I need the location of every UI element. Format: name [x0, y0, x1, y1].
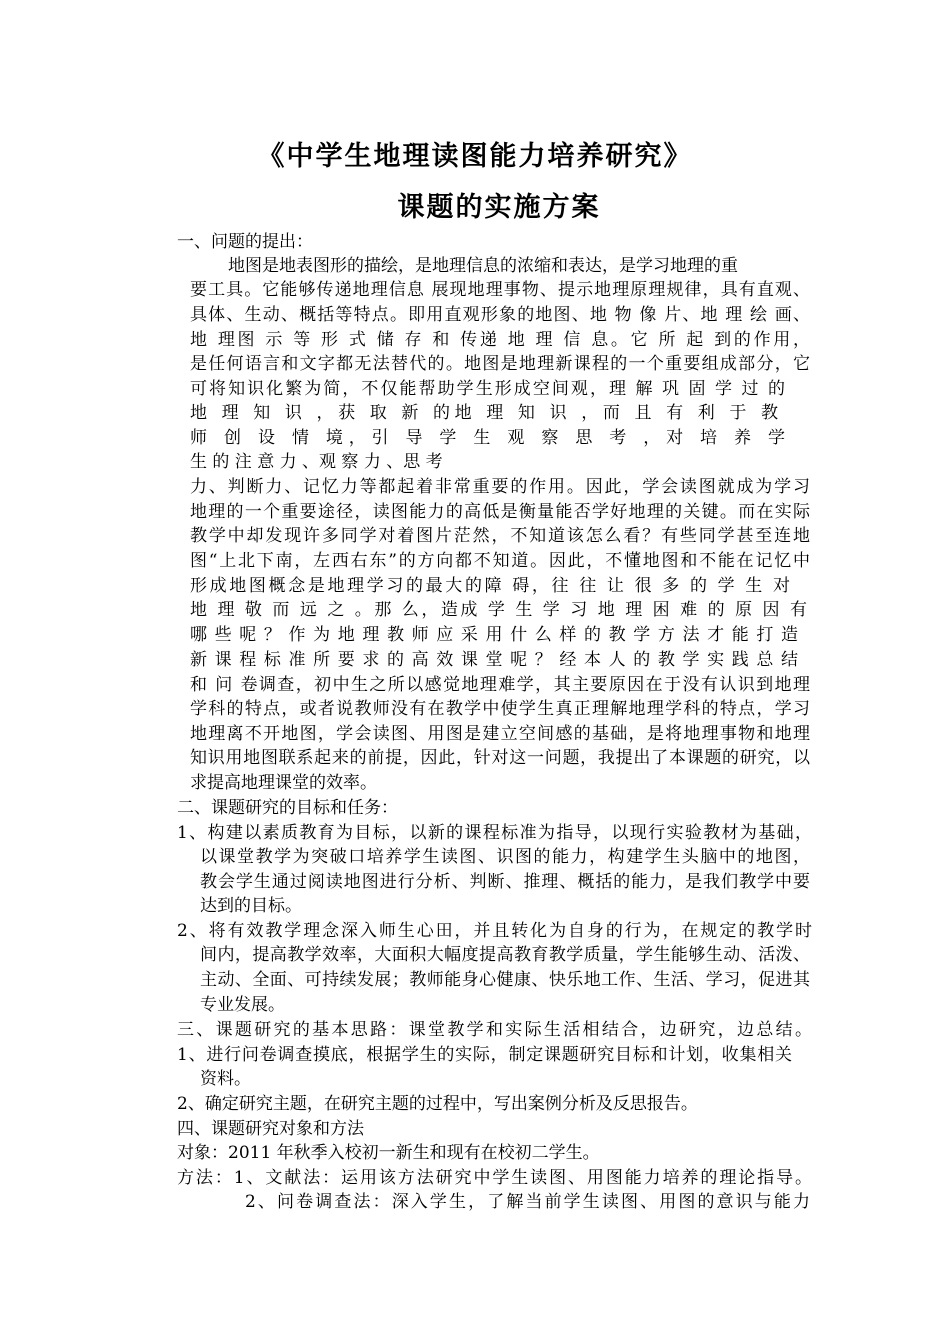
text-line: 知识用地图联系起来的前提，因此，针对这一问题，我提出了本课题的研究，以: [190, 748, 810, 768]
text-line: 1、构建以素质教育为目标，以新的课程标准为指导，以现行实验教材为基础，: [177, 823, 812, 843]
text-line: 求提高地理课堂的效率。: [190, 773, 377, 793]
text-line: 是任何语言和文字都无法替代的。地图是地理新课程的一个重要组成部分，它: [190, 354, 810, 374]
text-line: 和 问 卷调查，初中生之所以感觉地理难学，其主要原因在于没有认识到地理: [190, 675, 810, 695]
document-subtitle: 课题的实施方案: [397, 192, 601, 223]
text-line: 地 理 知 识 ，获 取 新 的地 理 知 识 ，而 且 有 利 于 教: [190, 403, 778, 423]
text-line: 地 理 敬 而 远 之 。那 么，造成 学 生 学 习 地 理 困 难 的 原 因 有: [190, 600, 807, 620]
text-line: 达到的目标。: [200, 896, 302, 916]
text-line: 师 创 设 情 境，引 导 学 生 观 察 思 考 ，对 培 养 学: [190, 428, 785, 448]
text-line: 1、进行问卷调查摸底，根据学生的实际，制定课题研究目标和计划，收集相关: [177, 1045, 792, 1065]
text-line: 地图是地表图形的描绘，是地理信息的浓缩和表达，是学习地理的重: [228, 256, 738, 276]
text-line: 地理的一个重要途径，读图能力的高低是衡量能否学好地理的关键。而在实际: [190, 502, 810, 522]
text-line: 主动、全面、可持续发展；教师能身心健康、快乐地工作、生活、学习，促进其: [200, 970, 810, 990]
text-line: 间内，提高教学效率，大面积大幅度提高教育教学质量，学生能够生动、活泼、: [200, 945, 810, 965]
text-line: 以课堂教学为突破口培养学生读图、识图的能力，构建学生头脑中的地图，: [200, 847, 810, 867]
text-line: 对象：2011 年秋季入校初一新生和现有在校初二学生。: [177, 1143, 600, 1163]
text-line: 新 课 程 标 准 所 要 求 的 高 效 课 堂 呢 ？ 经 本 人 的 教 学 实 践 总 结: [190, 650, 798, 670]
text-line: 学科的特点，或者说教师没有在教学中使学生真正理解地理学科的特点，学习: [190, 699, 810, 719]
text-line: 2、确定研究主题，在研究主题的过程中，写出案例分析及反思报告。: [177, 1094, 698, 1114]
text-line: 生 的 注 意 力 、观 察 力 、思 考: [190, 452, 443, 472]
text-line: 地 理图 示 等 形 式 储 存 和 传递 地 理 信 息。它 所 起 到的作用，: [190, 330, 810, 350]
document-title: 《中学生地理读图能力培养研究》: [257, 141, 693, 172]
text-line: 具体、生动、概括等特点。即用直观形象的地图、地 物 像 片、地 理 绘 画、: [190, 305, 810, 325]
text-line: 可将知识化繁为简，不仅能帮助学生形成空间观，理 解 巩 固 学 过 的: [190, 379, 785, 399]
text-line: 图“上北下南，左西右东”的方向都不知道。因此，不懂地图和不能在记忆中: [190, 551, 810, 571]
text-line: 四、课题研究对象和方法: [177, 1119, 364, 1139]
text-line: 哪 些 呢 ？ 作 为 地 理 教 师 应 采 用 什 么 样 的 教 学 方 法 才 能 打 造: [190, 625, 798, 645]
text-line: 二、课题研究的目标和任务：: [177, 798, 398, 818]
text-line: 形成地图概念是地理学习的最大的障 碍，往 往 让 很 多 的 学 生 对: [190, 576, 790, 596]
text-line: 力、判断力、记忆力等都起着非常重要的作用。因此，学会读图就成为学习: [190, 477, 810, 497]
text-line: 2、将有效教学理念深入师生心田，并且转化为自身的行为，在规定的教学时: [177, 921, 812, 941]
text-line: 一、问题的提出：: [177, 232, 313, 252]
text-line: 三、课题研究的基本思路：课堂教学和实际生活相结合，边研究，边总结。: [177, 1020, 812, 1040]
text-line: 教会学生通过阅读地图进行分析、判断、推理、概括的能力，是我们教学中要: [200, 872, 810, 892]
text-line: 方法：1、文献法：运用该方法研究中学生读图、用图能力培养的理论指导。: [177, 1168, 812, 1188]
text-line: 教学中却发现许多同学对着图片茫然，不知道该怎么看？有些同学甚至连地: [190, 526, 810, 546]
text-line: 资料。: [200, 1069, 251, 1089]
text-line: 要工具。它能够传递地理信息 展现地理事物、提示地理原理规律，具有直观、: [190, 280, 810, 300]
text-line: 2、问卷调查法：深入学生，了解当前学生读图、用图的意识与能力: [245, 1192, 810, 1212]
text-line: 地理离不开地图，学会读图、用图是建立空间感的基础，是将地理事物和地理: [190, 724, 810, 744]
text-line: 专业发展。: [200, 995, 285, 1015]
